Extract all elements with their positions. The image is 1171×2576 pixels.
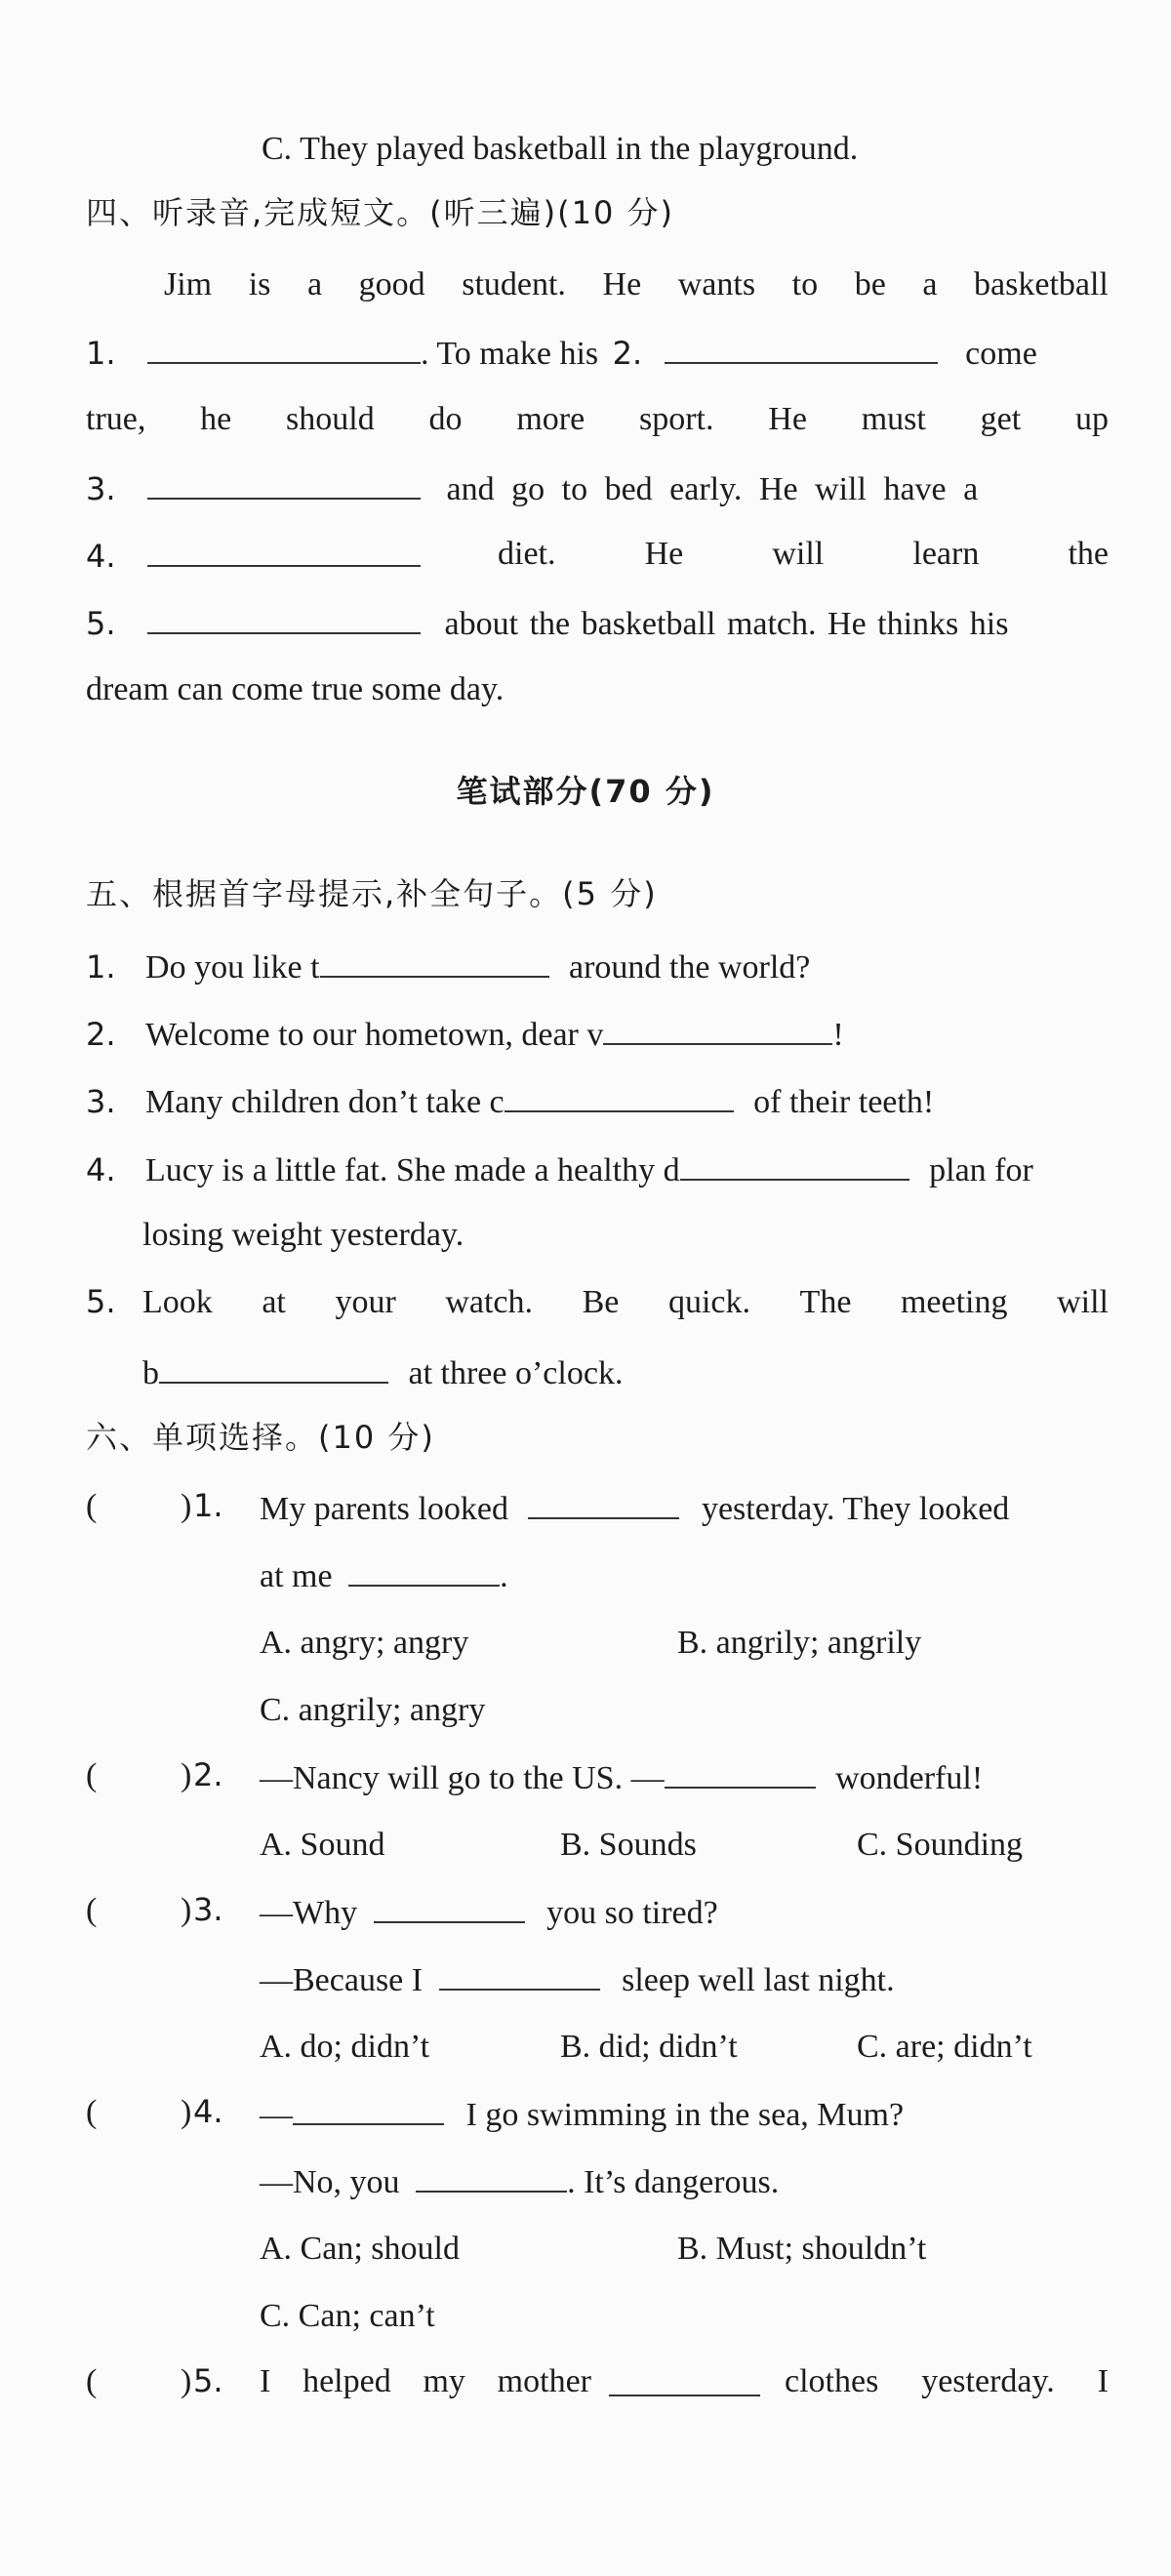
passage-line-1 bbox=[164, 268, 1109, 302]
answer-blank[interactable] bbox=[609, 2367, 760, 2396]
passage-line-7: dream can come true some day. bbox=[86, 671, 505, 707]
question-text: —Nancy will go to the US. — bbox=[260, 1760, 665, 1796]
word: do bbox=[428, 401, 463, 437]
word: sport. bbox=[638, 401, 714, 437]
word: my bbox=[423, 2363, 465, 2399]
word: He bbox=[602, 266, 642, 302]
question-5-words-b bbox=[785, 2365, 1109, 2398]
word: he bbox=[200, 401, 232, 437]
word: student. bbox=[462, 266, 566, 302]
answer-paren-open[interactable]: ( bbox=[86, 2363, 98, 2399]
question-text: sleep well last night. bbox=[622, 1962, 895, 1998]
fill-item-4 bbox=[86, 1151, 1033, 1187]
passage-line-5-words bbox=[498, 538, 1109, 571]
question-line bbox=[260, 1894, 718, 1930]
option-c[interactable]: C. angrily; angry bbox=[260, 1692, 486, 1728]
passage-line-6 bbox=[86, 605, 1008, 641]
word: He bbox=[644, 536, 684, 572]
passage-line-5 bbox=[86, 538, 421, 574]
question-text: wonderful! bbox=[835, 1760, 984, 1796]
answer-blank[interactable] bbox=[348, 1557, 500, 1587]
choice-question-1-cont bbox=[260, 1557, 508, 1593]
word: must bbox=[861, 401, 926, 437]
word: Jim bbox=[164, 266, 213, 302]
item-number: 2. bbox=[86, 1016, 116, 1053]
answer-paren-close: ) bbox=[181, 2094, 192, 2130]
answer-blank-2[interactable] bbox=[665, 335, 938, 364]
answer-blank[interactable] bbox=[320, 948, 549, 978]
option-c[interactable]: C. Can; can’t bbox=[260, 2298, 435, 2334]
word: at bbox=[262, 1284, 286, 1320]
blank-number-5: 5. bbox=[86, 605, 116, 642]
word: watch. bbox=[445, 1284, 534, 1320]
word: will bbox=[772, 536, 825, 572]
question-text: —No, you bbox=[260, 2164, 400, 2200]
choice-question-3-cont bbox=[260, 1961, 895, 1997]
passage-text: come bbox=[965, 336, 1037, 372]
question-text: — bbox=[260, 2097, 293, 2133]
option-a[interactable]: A. angry; angry bbox=[260, 1625, 469, 1661]
item-text: Welcome to our hometown, dear v bbox=[145, 1017, 604, 1053]
question-line bbox=[260, 2096, 904, 2132]
word: wants bbox=[677, 266, 756, 302]
blank-number-4: 4. bbox=[86, 538, 116, 575]
question-number: 3. bbox=[193, 1891, 223, 1928]
word: He bbox=[768, 401, 807, 437]
section4-header: 四、听录音,完成短文。(听三遍)(10 分) bbox=[86, 194, 675, 231]
answer-paren-open[interactable]: ( bbox=[86, 1488, 98, 1524]
fill-item-2 bbox=[86, 1016, 844, 1052]
passage-line-3 bbox=[86, 403, 1109, 436]
option-b[interactable]: B. did; didn’t bbox=[560, 2029, 738, 2065]
fill-item-3 bbox=[86, 1083, 934, 1119]
question-text: My parents looked bbox=[260, 1491, 508, 1527]
word: quick. bbox=[667, 1284, 750, 1320]
word: Look bbox=[142, 1284, 213, 1320]
item-number: 1. bbox=[86, 948, 116, 986]
word: clothes bbox=[785, 2363, 879, 2399]
word: The bbox=[799, 1284, 852, 1320]
answer-blank-4[interactable] bbox=[147, 538, 421, 567]
item-number: 5. bbox=[86, 1283, 116, 1320]
word: learn bbox=[912, 536, 980, 572]
option-b[interactable]: B. Sounds bbox=[560, 1827, 697, 1863]
fill-item-5-cont bbox=[142, 1354, 623, 1390]
item-text: ! bbox=[832, 1017, 844, 1053]
blank-number-2: 2. bbox=[612, 335, 643, 372]
choice-question-4-cont bbox=[260, 2163, 779, 2199]
question-text: . It’s dangerous. bbox=[567, 2164, 780, 2200]
word: true, bbox=[86, 401, 146, 437]
question-5-words-a bbox=[260, 2365, 591, 2398]
blank-number-3: 3. bbox=[86, 470, 116, 507]
word: meeting bbox=[900, 1284, 1008, 1320]
option-a[interactable]: A. do; didn’t bbox=[260, 2029, 430, 2065]
answer-blank[interactable] bbox=[680, 1151, 909, 1181]
word: up bbox=[1075, 401, 1109, 437]
item-text: at three o’clock. bbox=[408, 1355, 624, 1391]
item-text: Many children don’t take c bbox=[145, 1084, 505, 1120]
question-text: at me bbox=[260, 1558, 333, 1594]
option-b[interactable]: B. Must; shouldn’t bbox=[677, 2231, 927, 2267]
question-text: —Because I bbox=[260, 1962, 424, 1998]
answer-paren-open[interactable]: ( bbox=[86, 1892, 98, 1928]
word: I bbox=[1097, 2363, 1109, 2399]
word: to bbox=[791, 266, 819, 302]
question-text: you so tired? bbox=[546, 1895, 718, 1931]
answer-paren-close: ) bbox=[181, 1757, 192, 1793]
answer-paren-open[interactable]: ( bbox=[86, 2094, 98, 2130]
option-c[interactable]: C. are; didn’t bbox=[857, 2029, 1032, 2065]
fill-item-4-cont: losing weight yesterday. bbox=[142, 1217, 464, 1253]
item-text: of their teeth! bbox=[753, 1084, 935, 1120]
answer-blank[interactable] bbox=[665, 1759, 816, 1789]
word: basketball bbox=[974, 266, 1109, 302]
answer-blank[interactable] bbox=[439, 1961, 600, 1991]
passage-line-2 bbox=[86, 335, 1037, 371]
answer-blank[interactable] bbox=[603, 1016, 832, 1045]
question-number: 5. bbox=[193, 2362, 223, 2399]
word: be bbox=[854, 266, 886, 302]
word: a bbox=[922, 266, 938, 302]
question-number: 1. bbox=[193, 1487, 223, 1524]
word: I bbox=[260, 2363, 271, 2399]
fill-item-1 bbox=[86, 948, 810, 985]
item-text: Do you like t bbox=[145, 949, 320, 986]
section6-header: 六、单项选择。(10 分) bbox=[86, 1419, 435, 1456]
answer-blank[interactable] bbox=[416, 2163, 567, 2193]
answer-blank[interactable] bbox=[528, 1490, 679, 1519]
written-part-title: 笔试部分(70 分) bbox=[456, 773, 715, 810]
question-text: —Why bbox=[260, 1895, 358, 1931]
answer-paren-open[interactable]: ( bbox=[86, 1757, 98, 1793]
listening-option-c: C. They played basketball in the playground. bbox=[262, 131, 859, 167]
item-text: plan for bbox=[929, 1152, 1033, 1188]
word: a bbox=[306, 266, 323, 302]
passage-text: and go to bed early. He will have a bbox=[446, 471, 979, 507]
word: more bbox=[516, 401, 586, 437]
item-text: Lucy is a little fat. She made a healthy d bbox=[145, 1152, 680, 1188]
question-line bbox=[260, 1759, 983, 1795]
answer-blank[interactable] bbox=[374, 1894, 525, 1923]
blank-number-1: 1. bbox=[86, 335, 116, 372]
answer-blank[interactable] bbox=[159, 1354, 388, 1384]
item-number: 3. bbox=[86, 1083, 116, 1120]
passage-text: . To make his bbox=[421, 336, 599, 372]
answer-blank[interactable] bbox=[293, 2096, 444, 2125]
option-a[interactable]: A. Can; should bbox=[260, 2231, 460, 2267]
answer-paren-close: ) bbox=[181, 1892, 192, 1928]
passage-text: about the basketball match. He thinks his bbox=[444, 606, 1009, 642]
word: should bbox=[286, 401, 375, 437]
word: good bbox=[358, 266, 425, 302]
answer-blank-5[interactable] bbox=[147, 605, 421, 634]
word: get bbox=[980, 401, 1022, 437]
item-number: 4. bbox=[86, 1151, 116, 1188]
word: mother bbox=[497, 2363, 591, 2399]
word: helped bbox=[303, 2363, 391, 2399]
word: Be bbox=[582, 1284, 620, 1320]
word: is bbox=[248, 266, 271, 302]
word: will bbox=[1057, 1284, 1109, 1320]
passage-line-4 bbox=[86, 470, 978, 506]
question-number: 2. bbox=[193, 1756, 223, 1793]
answer-blank[interactable] bbox=[505, 1083, 734, 1112]
section5-header: 五、根据首字母提示,补全句子。(5 分) bbox=[86, 875, 658, 912]
question-text: . bbox=[500, 1558, 508, 1594]
answer-blank-3[interactable] bbox=[147, 470, 421, 500]
word: your bbox=[335, 1284, 396, 1320]
word: the bbox=[1068, 536, 1109, 572]
word: diet. bbox=[498, 536, 556, 572]
answer-paren-close: ) bbox=[181, 1488, 192, 1524]
question-text: yesterday. They looked bbox=[701, 1491, 1010, 1527]
fill-item-5 bbox=[86, 1283, 116, 1320]
answer-blank-1[interactable] bbox=[147, 335, 421, 364]
question-line bbox=[260, 1490, 1009, 1526]
answer-paren-close: ) bbox=[181, 2363, 192, 2399]
option-c[interactable]: C. Sounding bbox=[857, 1827, 1024, 1863]
question-number: 4. bbox=[193, 2093, 223, 2130]
question-text: I go swimming in the sea, Mum? bbox=[465, 2097, 905, 2133]
option-a[interactable]: A. Sound bbox=[260, 1827, 385, 1863]
option-b[interactable]: B. angrily; angrily bbox=[677, 1625, 922, 1661]
item-text: around the world? bbox=[569, 949, 811, 986]
item-text: b bbox=[142, 1355, 159, 1391]
fill-item-5-words bbox=[142, 1286, 1109, 1319]
word: yesterday. bbox=[921, 2363, 1055, 2399]
